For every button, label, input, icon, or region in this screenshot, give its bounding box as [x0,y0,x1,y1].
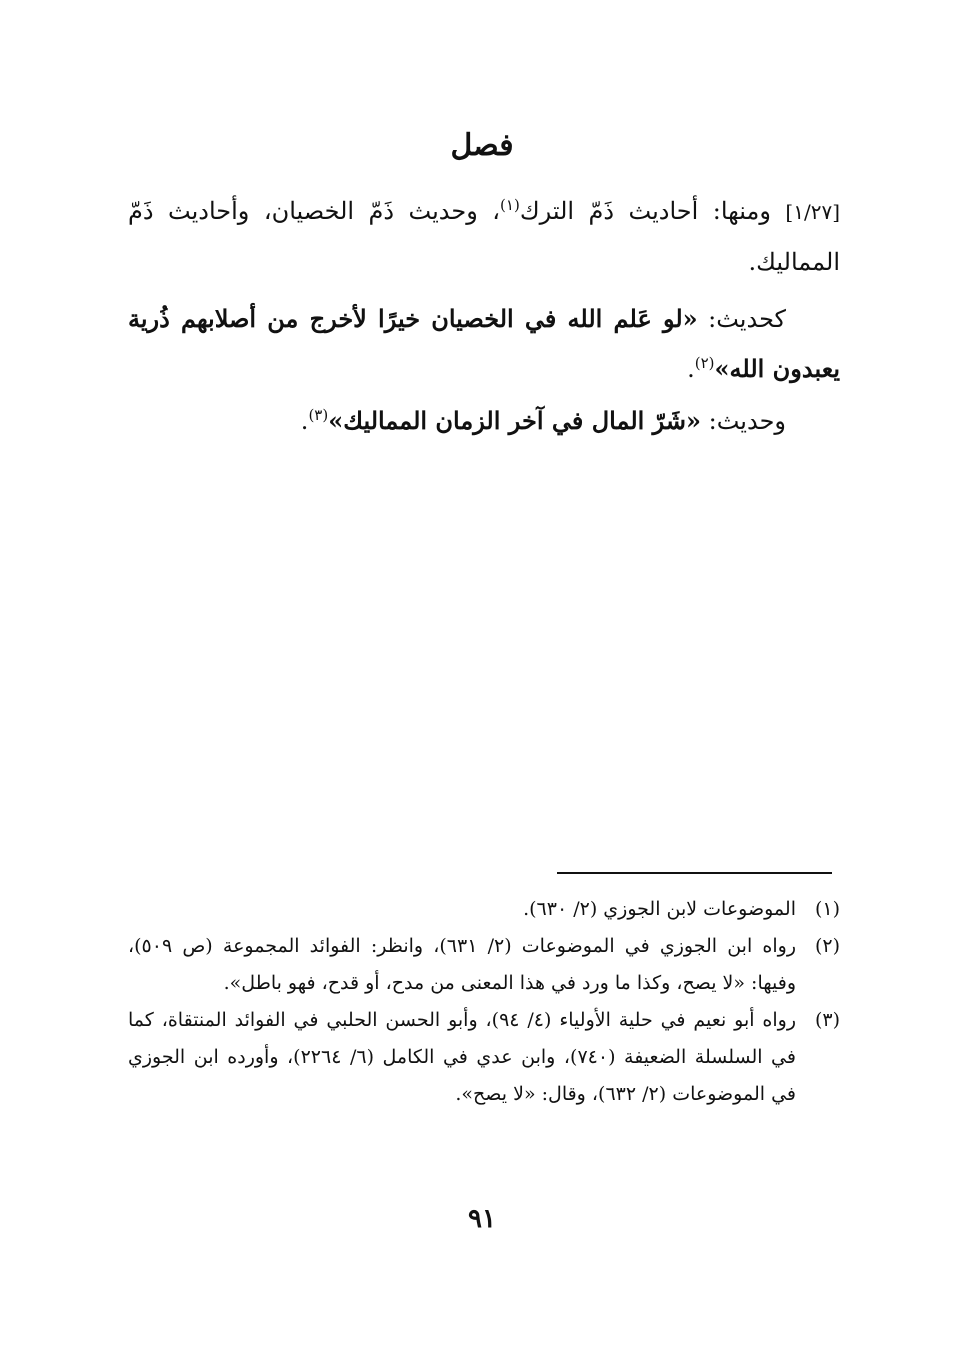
footnote-separator [557,872,832,874]
footnotes-list [128,891,840,1113]
footnote-text: الموضوعات لابن الجوزي (٢/ ٦٣٠). [523,898,796,920]
footnote-text: رواه أبو نعيم في حلية الأولياء (٤/ ٩٤)، وأبو الحسن الحلبي في الفوائد المنتقاة، كما في السلسلة الضعيفة (٧٤٠)، وابن عدي في الكامل (٦/ ٢٢٦٤)، وأورده ابن الجوزي في الموضوعات (٢/ ٦٣٢)، وقال: «لا يصح». [128,1009,796,1105]
volume-page-reference: [١/٢٧] [785,200,840,224]
footnote-number: (٢) [814,935,840,957]
footnote-marker-3[interactable]: (٣) [308,406,329,424]
footnote-text: رواه ابن الجوزي في الموضوعات (٢/ ٦٣١)، وانظر: الفوائد المجموعة (ص ٥٠٩)، وفيها: «لا يصح، وكذا ما ورد في هذا المعنى من مدح، أو قدح، فهو باطل». [128,935,796,994]
hadith-2-text: «شَرّ المال في آخر الزمان المماليك» [328,406,702,435]
footnote-3 [128,1002,840,1113]
page-number: ٩١ [468,1204,496,1234]
footnote-number: (١) [814,898,840,920]
footnote-marker-2[interactable]: (٢) [694,354,715,372]
paragraph-hadith-2 [128,396,840,446]
hadith-1-text: «لو عَلم الله في الخصيان خيرًا لأخرج من أصلابهم ذُرية يعبدون الله» [128,304,840,383]
paragraph-intro-text: ومنها: أحاديث ذَمّ الترك [519,197,771,225]
footnote-marker-1[interactable]: (١) [500,196,520,214]
footnote-number: (٣) [814,1009,840,1031]
footnote-1 [128,891,840,928]
paragraph-intro-text-end: ، وحديث ذَمّ الخصيان، وأحاديث ذَمّ المماليك. [128,197,840,276]
section-heading: فصل [450,128,514,163]
paragraph-intro [128,186,840,287]
hadith-2-lead: وحديث: [701,407,786,435]
hadith-1-end: . [687,355,695,383]
footnote-2 [128,928,840,1002]
hadith-2-end: . [300,407,309,435]
paragraph-hadith-1 [128,294,840,394]
hadith-1-lead: كحديث: [697,305,786,333]
